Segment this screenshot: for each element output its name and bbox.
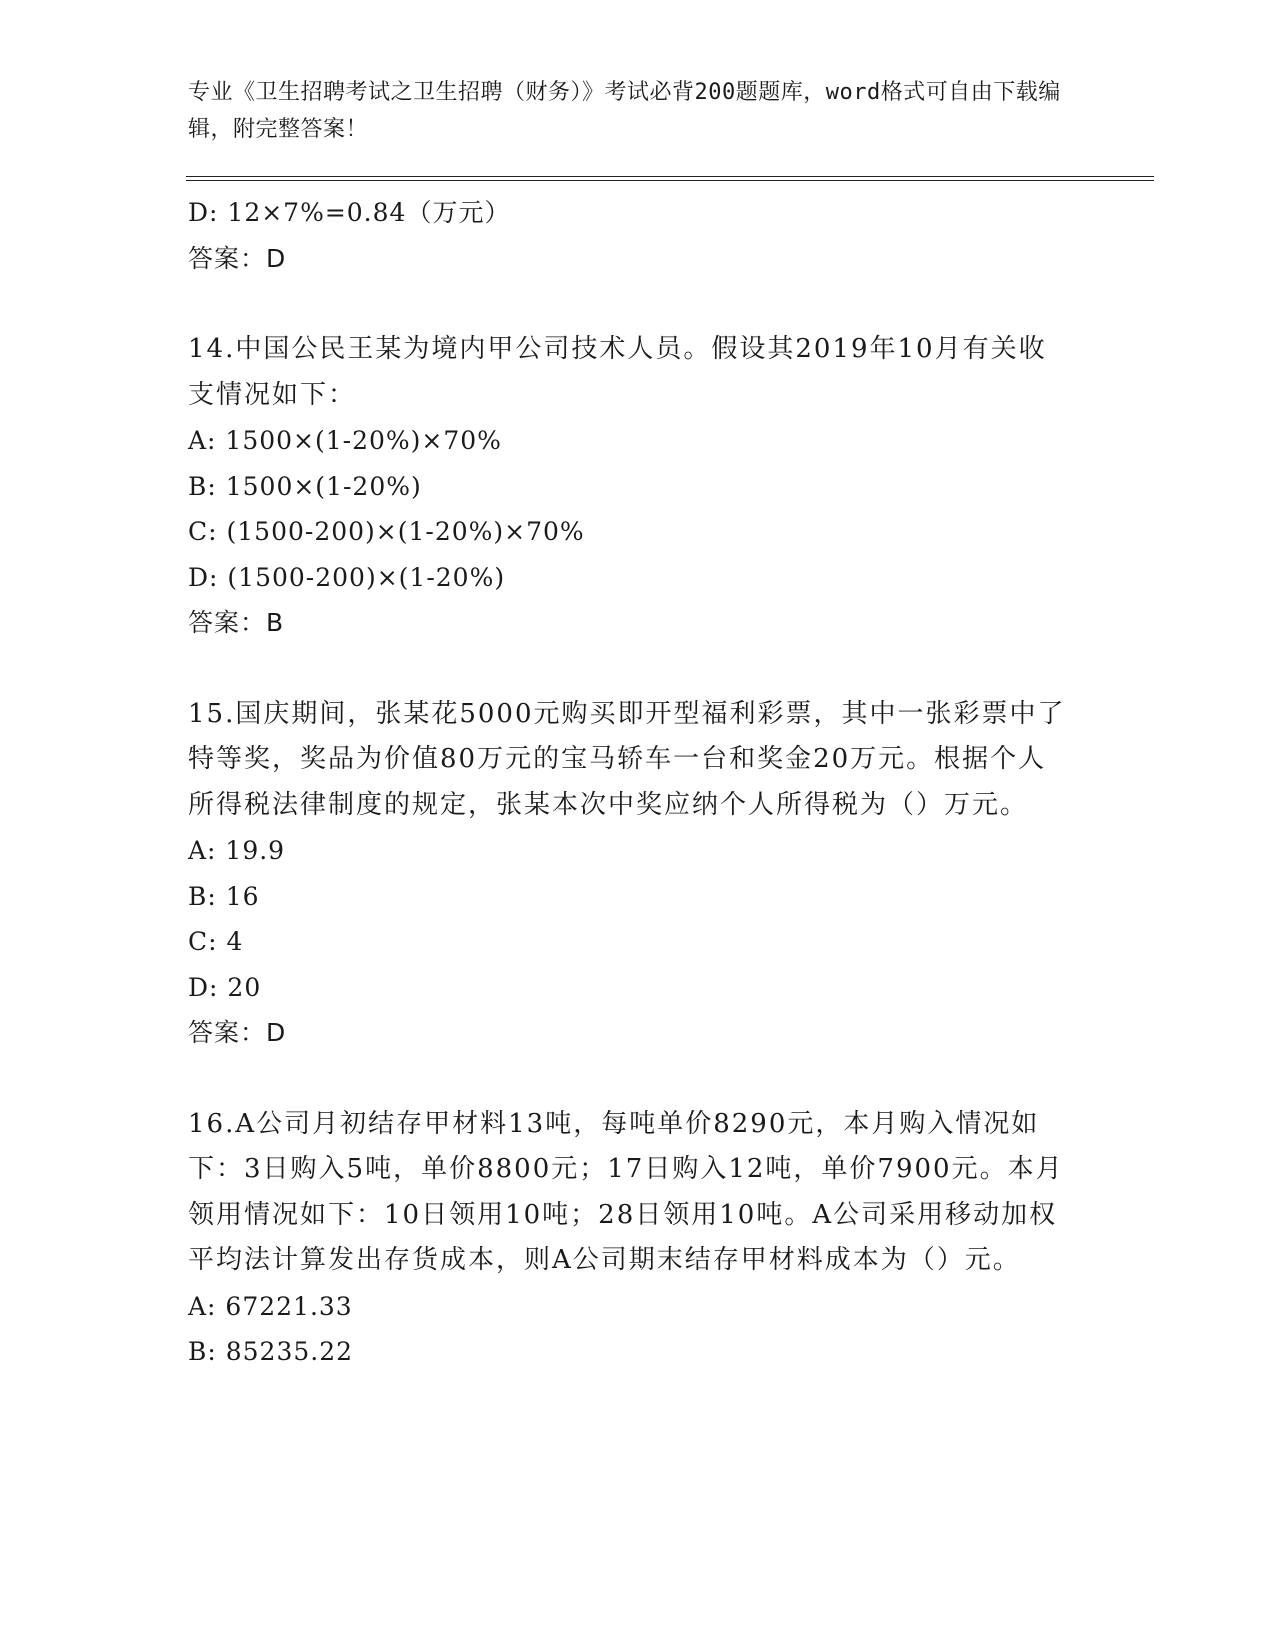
spacer: [188, 646, 1088, 692]
answer: 答案：B: [188, 608, 285, 637]
header-divider: [186, 176, 1154, 181]
question-list: [188, 190, 1088, 1375]
question-13-tail: [188, 190, 1088, 281]
option-a: A: 19.9: [188, 836, 286, 865]
option-d: D: 20: [188, 972, 262, 1002]
option-b: B: 85235.22: [188, 1337, 354, 1366]
answer: 答案：D: [188, 1018, 287, 1047]
option-c: C: (1500-200)×(1-20%)×70%: [188, 517, 585, 546]
question-stem: 16.A公司月初结存甲材料13吨，每吨单价8290元，本月购入情况如下：3日购入5吨，单价8800元；17日购入12吨，单价7900元。本月领用情况如下：10日领用10吨；28日领用10吨。A公司采用移动加权平均法计算发出存货成本，则A公司期末结存甲材料成本为（）元。: [188, 1108, 1064, 1275]
question-stem: 14.中国公民王某为境内甲公司技术人员。假设其2019年10月有关收支情况如下：: [188, 334, 1047, 410]
option-c: C: 4: [188, 927, 244, 956]
question-stem: 15.国庆期间，张某花5000元购买即开型福利彩票，其中一张彩票中了特等奖，奖品为价值80万元的宝马轿车一台和奖金20万元。根据个人所得税法律制度的规定，张某本次中奖应纳个人所得税为（）万元。: [188, 698, 1066, 820]
option-d: D: 12×7%=0.84（万元）: [188, 198, 511, 227]
answer: 答案：D: [188, 243, 287, 273]
spacer: [188, 1056, 1088, 1102]
question-14: [188, 327, 1088, 646]
document-header: 专业《卫生招聘考试之卫生招聘（财务）》考试必背200题题库，word格式可自由下载编辑，附完整答案！: [188, 80, 1061, 142]
option-d: D: (1500-200)×(1-20%): [188, 562, 506, 592]
question-16: [188, 1102, 1088, 1375]
question-15: [188, 692, 1088, 1056]
option-b: B: 16: [188, 881, 260, 911]
option-b: B: 1500×(1-20%): [188, 471, 422, 501]
option-a: A: 1500×(1-20%)×70%: [188, 426, 502, 455]
spacer: [188, 281, 1088, 327]
option-a: A: 67221.33: [188, 1291, 353, 1321]
